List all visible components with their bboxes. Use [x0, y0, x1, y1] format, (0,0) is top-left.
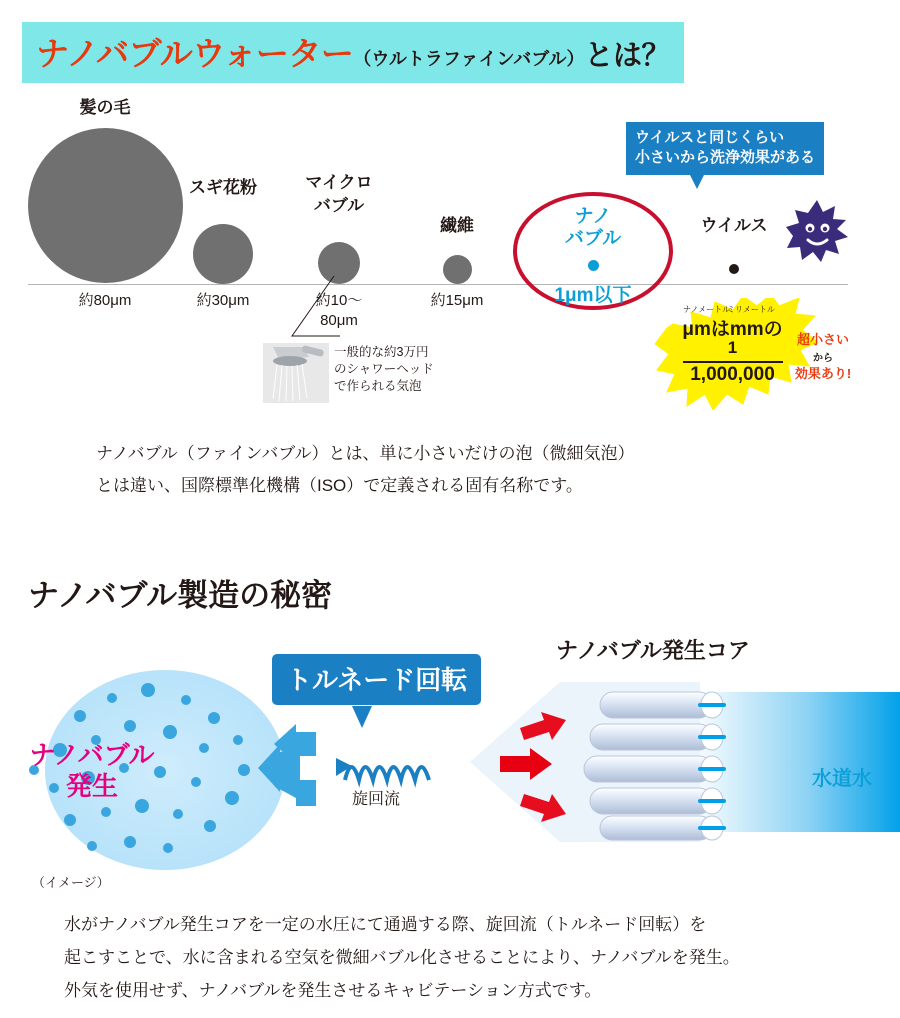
- burst-denominator: 1,000,000: [690, 364, 775, 385]
- virus-icon: [786, 200, 848, 262]
- title-tail-text: とは？: [584, 40, 671, 72]
- virus-callout-line2: 小さいから洗浄効果がある: [635, 149, 816, 167]
- burst-red-note: [785, 332, 861, 383]
- paragraph2-line1: 水がナノバブル発生コアを一定の水圧にて通過する際、旋回流（トルネード回転）を: [64, 915, 707, 934]
- pollen-circle: [193, 224, 253, 284]
- hair-circle: [28, 128, 183, 283]
- shower-note-line1: 一般的な約3万円: [334, 345, 429, 359]
- production-diagram: [0, 620, 900, 900]
- swirl-flow-label: 旋回流: [352, 791, 401, 808]
- scale-diagram: [0, 88, 900, 418]
- burst-red-line2: 効果あり!: [794, 365, 852, 381]
- virus-callout: [626, 122, 824, 175]
- hair-label: 髪の毛: [79, 98, 131, 117]
- virus-callout-tail: [688, 171, 706, 189]
- fiber-size: 約15μm: [430, 292, 484, 309]
- title-main-text: ナノバブルウォーター: [36, 35, 354, 72]
- pollen-size: 約30μm: [196, 292, 250, 309]
- fiber-circle: [443, 255, 472, 284]
- fiber-label: 繊維: [440, 216, 474, 235]
- core-title: ナノバブル発生コア: [556, 638, 750, 663]
- microbubble-size-line1: 約10〜: [315, 292, 363, 309]
- tornado-badge: トルネード回転: [272, 654, 481, 705]
- paragraph-mechanism: [64, 908, 854, 1007]
- tap-water-label: 水道水: [812, 768, 872, 790]
- paragraph1-line2: とは違い、国際標準化機構（ISO）で定義される固有名称です。: [96, 476, 583, 496]
- nano-gen-line1: ナノバブル: [29, 740, 155, 770]
- nanobubble-generation-label: [22, 740, 162, 802]
- hair-size: 約80μm: [78, 292, 132, 309]
- ruby-nanometer: ナノメートル: [683, 305, 731, 314]
- page-title: [22, 22, 684, 83]
- image-note: （イメージ）: [32, 875, 110, 890]
- shower-head-photo: [263, 343, 329, 403]
- virus-label: ウイルス: [700, 216, 768, 235]
- title-sub-text: （ウルトラファインバブル）: [353, 49, 585, 69]
- paragraph2-line3: 外気を使用せず、ナノバブルを発生させるキャビテーション方式です。: [64, 981, 602, 1001]
- paragraph-definition: [96, 438, 816, 503]
- nanobubble-dot: [588, 260, 599, 271]
- ruby-millimeter: ミリメートル: [727, 305, 775, 314]
- burst-headline: μmはmmの: [682, 319, 783, 340]
- nanobubble-label-line1: ナノ: [574, 206, 612, 227]
- baseline-rule: [28, 284, 848, 285]
- burst-text: [655, 298, 860, 410]
- virus-dot: [729, 264, 739, 274]
- virus-callout-line1: ウイルスと同じくらい: [635, 129, 785, 146]
- nanobubble-label-line2: バブル: [564, 227, 622, 249]
- leader-line: [282, 274, 342, 352]
- shower-head-note: [334, 344, 434, 395]
- burst-fraction-bar: [683, 361, 783, 363]
- shower-note-line3: で作られる気泡: [334, 378, 422, 393]
- pollen-label: スギ花粉: [189, 178, 257, 197]
- paragraph2-line2: 起こすことで、水に含まれる空気を微細バブル化させることにより、ナノバブルを発生。: [64, 948, 740, 968]
- microbubble-label-line1: マイクロ: [305, 173, 373, 192]
- microbubble-size-line2: 80μm: [320, 312, 358, 329]
- burst-red-small: から: [813, 352, 833, 364]
- section2-title: ナノバブル製造の秘密: [28, 578, 333, 613]
- shower-note-line2: のシャワーヘッド: [334, 361, 434, 376]
- burst-red-line1: 超小さい: [796, 332, 849, 347]
- nano-gen-line2: 発生: [65, 771, 118, 802]
- nanobubble-size: 1μm以下: [554, 285, 632, 306]
- microbubble-label-line2: バブル: [313, 196, 365, 215]
- tornado-badge-tail: [352, 706, 372, 728]
- nanobubble-label: [513, 206, 673, 250]
- unit-conversion-burst: [655, 298, 860, 410]
- paragraph1-line1: ナノバブル（ファインバブル）とは、単に小さいだけの泡（微細気泡）: [96, 444, 635, 463]
- burst-numerator: 1: [727, 338, 738, 357]
